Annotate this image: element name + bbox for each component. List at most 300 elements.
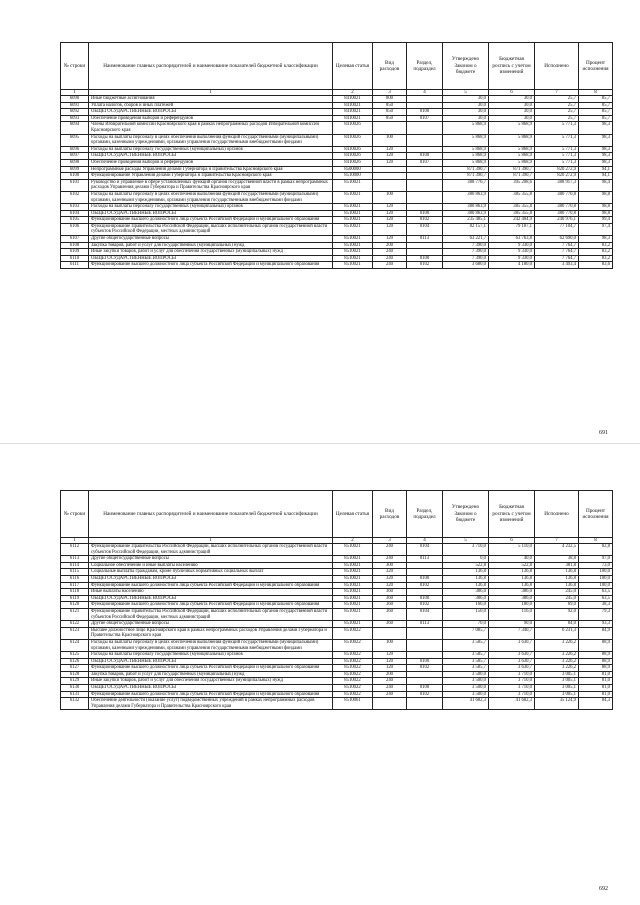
table-row [61, 249, 613, 256]
section-code: 0102 [407, 217, 443, 224]
approved-value: 7 085,7 [443, 627, 489, 639]
approved-value: 7 390,0 [443, 242, 489, 249]
row-name: Функционирование Правительства Российской Федерации, высших исполнительных органов государственной власти субъектов Российской Федерации, местных администраций [89, 223, 333, 235]
row-name: ОБЩЕГОСУДАРСТВЕННЫЕ ВОПРОСЫ [89, 575, 333, 582]
row-number: 6092 [61, 109, 89, 116]
header-approved: Утверждено Законом о бюджете [443, 43, 489, 90]
approved-value: 386,0 [443, 595, 489, 602]
budget-list-value: 7 340,7 [489, 627, 535, 639]
percent-value: 84,9 [579, 627, 613, 639]
percent-value: 98,3 [579, 236, 613, 243]
expense-type: 120 [373, 217, 407, 224]
table-row [61, 166, 613, 173]
table-row [61, 109, 613, 116]
approved-value: 5 868,9 [443, 122, 489, 134]
percent-value: 63,5 [579, 595, 613, 602]
budget-list-value: 63 763,8 [489, 236, 535, 243]
row-name: Руководство и управление в сфере установленных функций органов государственной власти в рамках непрограммных расходов Управления делами Губернатора и Правительства Красноярского края [89, 179, 333, 191]
expense-type: 320 [373, 582, 407, 589]
approved-value: 136,8 [443, 569, 489, 576]
row-number: 6107 [61, 236, 89, 243]
executed-value: 3 005,1 [535, 685, 579, 692]
executed-value: 380 770,8 [535, 210, 579, 217]
expense-type: 120 [373, 153, 407, 160]
percent-value: 81,0 [579, 678, 613, 685]
percent-value: 98,3 [579, 159, 613, 166]
approved-value: 150,0 [443, 608, 489, 620]
budget-list-value: 386,0 [489, 595, 535, 602]
expense-type [373, 166, 407, 173]
expense-type: 360 [373, 589, 407, 596]
budget-list-value: 3 630,7 [489, 652, 535, 659]
column-number: 3 [373, 90, 407, 96]
percent-value: 85,7 [579, 109, 613, 116]
approved-value: 5 868,9 [443, 146, 489, 153]
row-number: 6132 [61, 698, 89, 710]
row-name: Социальное обеспечение и иные выплаты населению [89, 562, 333, 569]
section-code: 0102 [407, 691, 443, 698]
percent-value: 83,2 [579, 249, 613, 256]
budget-list-value: 79 187,1 [489, 223, 535, 235]
row-number: 6096 [61, 146, 89, 153]
budget-list-value: 3 630,7 [489, 658, 535, 665]
expense-type: 320 [373, 575, 407, 582]
row-number: 6098 [61, 159, 89, 166]
target-code: 8510021 [333, 236, 373, 243]
percent-value: 97,4 [579, 223, 613, 235]
header-percent: Процент исполнения [579, 491, 613, 538]
table-row [61, 569, 613, 576]
target-code: 8410021 [333, 109, 373, 116]
budget-list-value: 5 110,0 [489, 544, 535, 556]
approved-value: 3 710,0 [443, 544, 489, 556]
row-name: Расходы на выплаты персоналу государственных (муниципальных) органов [89, 204, 333, 211]
percent-value: 81,0 [579, 685, 613, 692]
header-approved: Утверждено Законом о бюджете [443, 491, 489, 538]
row-number: 6114 [61, 562, 89, 569]
budget-list-value: 871 390,7 [489, 166, 535, 173]
expense-type: 120 [373, 159, 407, 166]
percent-value: 98,8 [579, 204, 613, 211]
percent-value: 88,9 [579, 639, 613, 651]
percent-value: 83,2 [579, 242, 613, 249]
header-target-code: Целевая статья [333, 43, 373, 90]
expense-type: 240 [373, 544, 407, 556]
percent-value: 73,0 [579, 562, 613, 569]
row-number: 6105 [61, 217, 89, 224]
expense-type: 240 [373, 255, 407, 262]
approved-value: 235 485,1 [443, 217, 489, 224]
approved-value: 380 863,9 [443, 191, 489, 203]
approved-value: 3 500,0 [443, 671, 489, 678]
row-name: Обеспечение проведения выборов и референдумов [89, 115, 333, 122]
column-number: 2 [333, 538, 373, 544]
approved-value: 380 863,9 [443, 210, 489, 217]
row-name: Социальные выплаты гражданам, кроме публичных нормативных социальных выплат [89, 569, 333, 576]
expense-type: 120 [373, 210, 407, 217]
row-number: 6093 [61, 115, 89, 122]
expense-type: 120 [373, 223, 407, 235]
row-number: 6119 [61, 595, 89, 602]
approved-value: 63 221,7 [443, 236, 489, 243]
target-code: 8510022 [333, 658, 373, 665]
approved-value: 0,0 [443, 556, 489, 563]
table-row [61, 102, 613, 109]
executed-value: 25,7 [535, 102, 579, 109]
section-code: 0100 [407, 658, 443, 665]
table-header-row [61, 43, 613, 90]
budget-list-value: 5 868,9 [489, 146, 535, 153]
section-code [407, 166, 443, 173]
row-name: Другие общегосударственные вопросы [89, 556, 333, 563]
table-row [61, 652, 613, 659]
target-code: 8510022 [333, 691, 373, 698]
percent-value: 98,8 [579, 191, 613, 203]
table-row [61, 236, 613, 243]
section-code [407, 671, 443, 678]
expense-type [373, 179, 407, 191]
section-code [407, 102, 443, 109]
row-name: Функционирование высшего должностного лица субъекта Российской Федерации и муниципального образования [89, 691, 333, 698]
target-code: 8510022 [333, 639, 373, 651]
approved-value: 166,0 [443, 602, 489, 609]
table-row [61, 562, 613, 569]
budget-list-value: 3 630,7 [489, 639, 535, 651]
budget-list-value: 3 710,0 [489, 685, 535, 692]
section-code: 0104 [407, 544, 443, 556]
row-name: Другие общегосударственные вопросы [89, 236, 333, 243]
row-name: Функционирование Правительства Российской Федерации, высших исполнительных органов государственной власти субъектов Российской Федерации, местных администраций [89, 608, 333, 620]
executed-value: 388 917,3 [535, 179, 579, 191]
budget-list-value: 9 330,0 [489, 255, 535, 262]
row-number: 6099 [61, 166, 89, 173]
executed-value: 380 770,8 [535, 204, 579, 211]
executed-value: 35 124,9 [535, 698, 579, 710]
row-name: Непрограммные расходы Управления делами Губернатора и Правительства Красноярского края [89, 166, 333, 173]
percent-value: 99,4 [579, 217, 613, 224]
row-number: 6118 [61, 589, 89, 596]
budget-list-value: 5 868,9 [489, 159, 535, 166]
percent-value: 94,1 [579, 166, 613, 173]
budget-list-value: 136,8 [489, 575, 535, 582]
percent-value: 83,2 [579, 255, 613, 262]
budget-list-value: 5 868,9 [489, 134, 535, 146]
executed-value: 3 226,2 [535, 658, 579, 665]
percent-value: 38,3 [579, 602, 613, 609]
table-row [61, 262, 613, 269]
target-code: 8510021 [333, 210, 373, 217]
target-code: 8510021 [333, 204, 373, 211]
row-name: Иные закупки товаров, работ и услуг для обеспечения государственных (муниципальных) нужд [89, 249, 333, 256]
column-number: 7 [535, 90, 579, 96]
target-code: 8510021 [333, 582, 373, 589]
expense-type: 360 [373, 608, 407, 620]
section-code [407, 639, 443, 651]
page-number: 692 [599, 886, 608, 892]
expense-type: 240 [373, 556, 407, 563]
percent-value: 84,3 [579, 698, 613, 710]
row-number: 6126 [61, 658, 89, 665]
executed-value: 25,7 [535, 109, 579, 116]
executed-value: 3 005,1 [535, 678, 579, 685]
executed-value: 3 226,2 [535, 639, 579, 651]
section-code [407, 146, 443, 153]
budget-list-value: 136,8 [489, 569, 535, 576]
header-target-code: Целевая статья [333, 491, 373, 538]
expense-type: 850 [373, 109, 407, 116]
target-code: 8510021 [333, 242, 373, 249]
executed-value: 77 104,7 [535, 223, 579, 235]
table-row [61, 685, 613, 692]
header-row-number: № строки [61, 491, 89, 538]
table-row [61, 96, 613, 103]
executed-value: 7 764,7 [535, 242, 579, 249]
row-number: 6117 [61, 582, 89, 589]
row-name: Функционирование высшего должностного лица субъекта Российской Федерации и муниципального образования [89, 262, 333, 269]
executed-value: 136,8 [535, 569, 579, 576]
percent-value: 81,0 [579, 671, 613, 678]
column-number: 1 [61, 538, 89, 544]
target-code: 8510022 [333, 685, 373, 692]
expense-type: 300 [373, 562, 407, 569]
row-name: Закупка товаров, работ и услуг для государственных (муниципальных) нужд [89, 242, 333, 249]
approved-value: 3 585,7 [443, 639, 489, 651]
executed-value: 381,8 [535, 562, 579, 569]
percent-value: 97,0 [579, 556, 613, 563]
expense-type: 200 [373, 242, 407, 249]
row-number: 6104 [61, 210, 89, 217]
row-number: 6095 [61, 134, 89, 146]
target-code: 8410026 [333, 146, 373, 153]
approved-value: 7 390,0 [443, 249, 489, 256]
header-section: Раздел, подраздел [407, 43, 443, 90]
percent-value: 98,3 [579, 122, 613, 134]
section-code: 0100 [407, 210, 443, 217]
budget-list-value: 242 404,9 [489, 217, 535, 224]
expense-type: 240 [373, 678, 407, 685]
expense-type: 120 [373, 146, 407, 153]
budget-table [60, 42, 613, 269]
target-code: 8510021 [333, 249, 373, 256]
percent-value: 81,0 [579, 691, 613, 698]
executed-value: 7 764,7 [535, 255, 579, 262]
column-number: 4 [407, 90, 443, 96]
target-code: 8500000 [333, 166, 373, 173]
table-row [61, 678, 613, 685]
target-code: 8510021 [333, 608, 373, 620]
expense-type: 120 [373, 236, 407, 243]
expense-type: 800 [373, 96, 407, 103]
approved-value: 3 585,7 [443, 665, 489, 672]
table-row [61, 223, 613, 235]
row-name: Закупка товаров, работ и услуг для государственных (муниципальных) нужд [89, 671, 333, 678]
section-code: 0107 [407, 159, 443, 166]
expense-type: 360 [373, 602, 407, 609]
executed-value: 245,0 [535, 589, 579, 596]
target-code: 8410026 [333, 153, 373, 160]
row-name: Расходы на выплаты персоналу в целях обеспечения выполнения функций государственными (муниципальными) органами, казенными учреждениями, органами управления государственными внебюджетными фондами [89, 639, 333, 651]
table-row [61, 658, 613, 665]
row-number: 6091 [61, 102, 89, 109]
expense-type [373, 627, 407, 639]
header-row-number: № строки [61, 43, 89, 90]
executed-value: 69,0 [535, 602, 579, 609]
row-number: 6102 [61, 191, 89, 203]
row-number: 6100 [61, 173, 89, 180]
column-number: 1 [89, 538, 333, 544]
column-number: 6 [489, 90, 535, 96]
executed-value: 25,7 [535, 96, 579, 103]
executed-value: 7 764,7 [535, 249, 579, 256]
approved-value: 30,0 [443, 96, 489, 103]
budget-list-value: 90,0 [489, 621, 535, 628]
target-code: 8510021 [333, 217, 373, 224]
target-code: 8510021 [333, 255, 373, 262]
target-code: 8410026 [333, 122, 373, 134]
percent-value: 98,4 [579, 179, 613, 191]
column-number: 7 [535, 538, 579, 544]
percent-value: 98,8 [579, 210, 613, 217]
table-row [61, 691, 613, 698]
section-code: 0100 [407, 685, 443, 692]
row-number: 6109 [61, 249, 89, 256]
row-number: 6094 [61, 122, 89, 134]
page-divider [0, 443, 640, 444]
approved-value: 30,0 [443, 115, 489, 122]
target-code: 8510021 [333, 562, 373, 569]
table-row [61, 217, 613, 224]
percent-value: 100,0 [579, 575, 613, 582]
row-name: ОБЩЕГОСУДАРСТВЕННЫЕ ВОПРОСЫ [89, 595, 333, 602]
budget-list-value: 5 868,9 [489, 153, 535, 160]
table-row [61, 602, 613, 609]
percent-value: 98,3 [579, 134, 613, 146]
section-code [407, 589, 443, 596]
budget-list-value: 3 630,7 [489, 665, 535, 672]
row-number: 6103 [61, 204, 89, 211]
header-section: Раздел, подраздел [407, 491, 443, 538]
executed-value: 84,0 [535, 621, 579, 628]
target-code: 8510021 [333, 595, 373, 602]
row-number: 6127 [61, 665, 89, 672]
column-number: 3 [373, 538, 407, 544]
approved-value: 388 776,7 [443, 179, 489, 191]
row-name: Другие общегосударственные вопросы [89, 621, 333, 628]
budget-list-value: 9 330,0 [489, 242, 535, 249]
target-code: 8510021 [333, 223, 373, 235]
header-budget-list: Бюджетная роспись с учетом изменений [489, 491, 535, 538]
row-number: 6108 [61, 242, 89, 249]
row-name: Обеспечение деятельности (оказание услуг) подведомственных учреждений в рамках непрограммных расходов Управления делами Губернатора и Правительства Красноярского края [89, 698, 333, 710]
target-code: 8510021 [333, 621, 373, 628]
table-row [61, 698, 613, 710]
header-executed: Исполнено [535, 491, 579, 538]
approved-value: 5 868,9 [443, 159, 489, 166]
target-code: 8510021 [333, 569, 373, 576]
target-code: 8510000 [333, 173, 373, 180]
row-name: Функционирование высшего должностного лица субъекта Российской Федерации и муниципального образования [89, 602, 333, 609]
row-name: ОБЩЕГОСУДАРСТВЕННЫЕ ВОПРОСЫ [89, 685, 333, 692]
row-number: 6111 [61, 262, 89, 269]
row-number: 6123 [61, 627, 89, 639]
row-number: 6090 [61, 96, 89, 103]
section-code [407, 698, 443, 710]
executed-value: 5 771,3 [535, 122, 579, 134]
section-code [407, 204, 443, 211]
approved-value: 3 500,0 [443, 678, 489, 685]
approved-value: 3 680,0 [443, 262, 489, 269]
target-code: 8510021 [333, 191, 373, 203]
budget-list-value: 40,0 [489, 556, 535, 563]
budget-list-value: 41 682,3 [489, 698, 535, 710]
row-name: Расходы на выплаты персоналу государственных (муниципальных) органов [89, 652, 333, 659]
executed-value: 5 771,3 [535, 134, 579, 146]
approved-value: 5 868,9 [443, 153, 489, 160]
approved-value: 136,8 [443, 575, 489, 582]
row-number: 6124 [61, 639, 89, 651]
expense-type: 240 [373, 262, 407, 269]
target-code: 8510021 [333, 544, 373, 556]
budget-list-value: 386,0 [489, 589, 535, 596]
executed-value: 3 005,1 [535, 691, 579, 698]
budget-list-value: 3 710,0 [489, 678, 535, 685]
target-code: 8410026 [333, 134, 373, 146]
section-code: 0102 [407, 262, 443, 269]
row-name: ОБЩЕГОСУДАРСТВЕННЫЕ ВОПРОСЫ [89, 658, 333, 665]
target-code: 8410021 [333, 96, 373, 103]
approved-value: 70,0 [443, 621, 489, 628]
row-number: 6122 [61, 621, 89, 628]
percent-value: 85,7 [579, 115, 613, 122]
row-name: Обеспечение проведения выборов и референдумов [89, 159, 333, 166]
row-name: Функционирование Управления делами Губернатора и Правительства Красноярского края [89, 173, 333, 180]
executed-value: 38,8 [535, 556, 579, 563]
expense-type: 120 [373, 665, 407, 672]
row-number: 6125 [61, 652, 89, 659]
executed-value: 820 272,9 [535, 166, 579, 173]
header-expense-type: Вид расходов [373, 43, 407, 90]
row-number: 6115 [61, 569, 89, 576]
target-code: 8510021 [333, 575, 373, 582]
executed-value: 380 770,8 [535, 191, 579, 203]
row-number: 6113 [61, 556, 89, 563]
section-code: 0113 [407, 236, 443, 243]
percent-value: 100,0 [579, 582, 613, 589]
target-code: 8410021 [333, 102, 373, 109]
target-code: 8410021 [333, 115, 373, 122]
budget-table [60, 490, 613, 710]
target-code: 8510061 [333, 698, 373, 710]
expense-type: 240 [373, 249, 407, 256]
column-number: 4 [407, 538, 443, 544]
percent-value: 85,7 [579, 96, 613, 103]
budget-list-value: 385 355,8 [489, 204, 535, 211]
percent-value: 83,6 [579, 262, 613, 269]
column-number: 8 [579, 538, 613, 544]
approved-value: 871 390,7 [443, 166, 489, 173]
percent-value: 63,5 [579, 589, 613, 596]
expense-type [373, 173, 407, 180]
row-name: Иные закупки товаров, работ и услуг для обеспечения государственных (муниципальных) нужд [89, 678, 333, 685]
row-number: 6130 [61, 685, 89, 692]
section-code: 0102 [407, 665, 443, 672]
table-body [61, 544, 613, 710]
row-name: ОБЩЕГОСУДАРСТВЕННЫЕ ВОПРОСЫ [89, 109, 333, 116]
budget-list-value: 385 355,8 [489, 191, 535, 203]
section-code: 0113 [407, 621, 443, 628]
section-code [407, 122, 443, 134]
executed-value: 3 226,2 [535, 665, 579, 672]
